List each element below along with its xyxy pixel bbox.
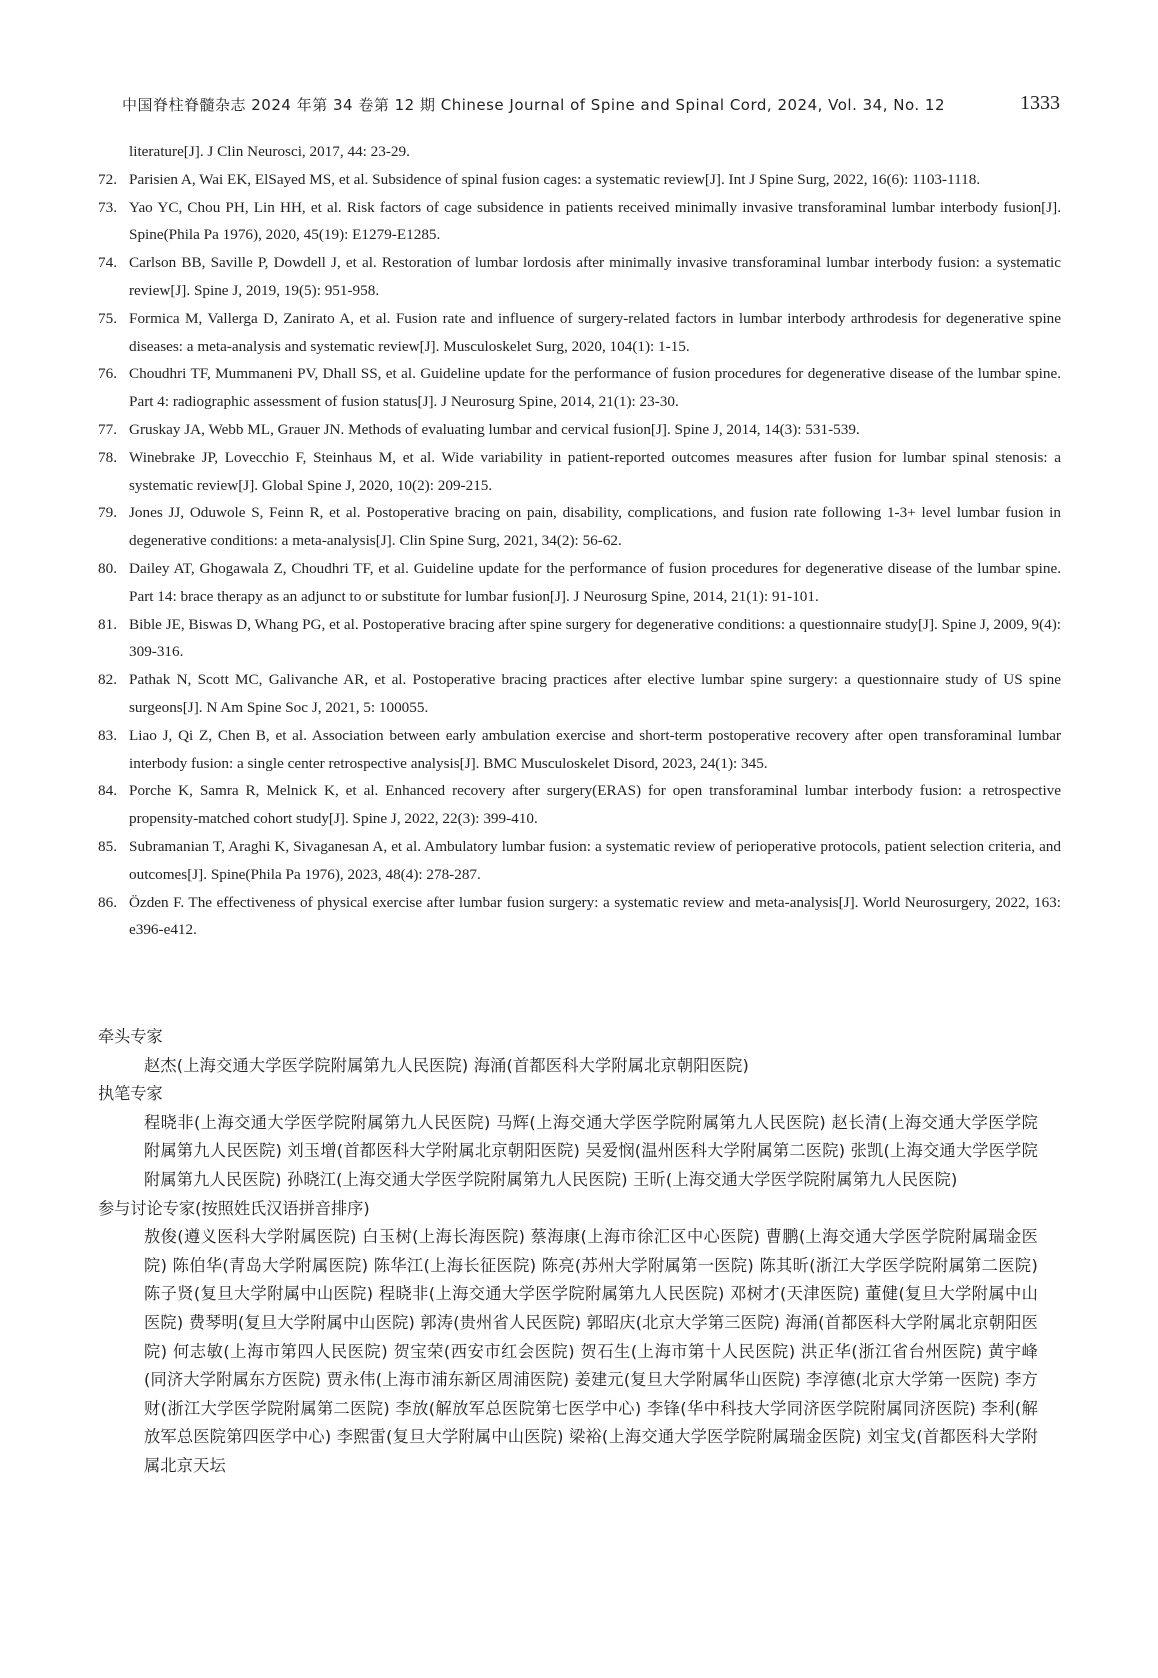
reference-item xyxy=(98,777,1061,833)
reference-item xyxy=(98,889,1061,945)
reference-text: Carlson BB, Saville P, Dowdell J, et al. Restoration of lumbar lordosis after minimally invasive transforaminal lumbar interbody fusion: a systematic review[J]. Spine J, 2019, 19(5): 951-958. xyxy=(129,254,1061,299)
reference-item xyxy=(98,499,1061,555)
reference-text: Pathak N, Scott MC, Galivanche AR, et al. Postoperative bracing practices after elective lumbar spine surgery: a questionnaire study of US spine surgeons[J]. N Am Spine Soc J, 2021, 5: 100055. xyxy=(129,671,1061,716)
reference-list xyxy=(98,138,1061,944)
reference-text: Jones JJ, Oduwole S, Feinn R, et al. Postoperative bracing on pain, disability, complications, and fusion rate following 1-3+ level lumbar fusion in degenerative conditions: a meta-analysis[J]. Clin Spine Surg, 2021, 34(2): 56-62. xyxy=(129,504,1061,550)
reference-number: 84. xyxy=(98,782,117,800)
reference-text: Subramanian T, Araghi K, Sivaganesan A, et al. Ambulatory lumbar fusion: a systematic review of perioperative protocols, patient selection criteria, and outcomes[J]. Spine(Phila Pa 1976), 2023, 48(4): 278-287. xyxy=(129,837,1061,883)
reference-number: 82. xyxy=(98,671,117,689)
reference-number: 75. xyxy=(98,309,117,327)
writing-experts-list: 程晓非(上海交通大学医学院附属第九人民医院) 马辉(上海交通大学医学院附属第九人民医院) 赵长清(上海交通大学医学院附属第九人民医院) 刘玉增(首都医科大学附属北京朝阳医院) 吴爱悯(温州医科大学附属第二医院) 张凯(上海交通大学医学院附属第九人民医院) 孙晓江(上海交通大学医学院附属第九人民医院) 王昕(上海交通大学医学院附属第九人民医院) xyxy=(144,1112,1038,1189)
reference-item xyxy=(98,611,1061,667)
reference-text: Gruskay JA, Webb ML, Grauer JN. Methods of evaluating lumbar and cervical fusion[J]. Spine J, 2014, 14(3): 531-539. xyxy=(129,420,860,438)
reference-text: Yao YC, Chou PH, Lin HH, et al. Risk factors of cage subsidence in patients received minimally invasive transforaminal lumbar interbody fusion[J]. Spine(Phila Pa 1976), 2020, 45(19): E1279-E1285. xyxy=(129,198,1061,244)
reference-text: Formica M, Vallerga D, Zanirato A, et al. Fusion rate and influence of surgery-related factors in lumbar interbody arthrodesis for degenerative spine diseases: a meta-analysis and systematic review[J]. Musculoskelet Surg, 2020, 104(1): 1-15. xyxy=(129,309,1061,355)
writing-experts-heading: 执笔专家 xyxy=(98,1084,163,1104)
reference-text: Choudhri TF, Mummaneni PV, Dhall SS, et al. Guideline update for the performance of fusion procedures for degenerative disease of the lumbar spine. Part 4: radiographic assessment of fusion status[J]. J Neurosurg Spine, 2014, 21(1): 23-30. xyxy=(129,365,1061,411)
reference-text: Liao J, Qi Z, Chen B, et al. Association between early ambulation exercise and short-term postoperative recovery after open transforaminal lumbar interbody fusion: a single center retrospective analysis[J]. BMC Musculoskelet Disord, 2023, 24(1): 345. xyxy=(129,726,1061,772)
reference-number: 77. xyxy=(98,420,117,438)
reference-item xyxy=(98,666,1061,722)
reference-item xyxy=(98,166,1061,194)
reference-text: Bible JE, Biswas D, Whang PG, et al. Postoperative bracing after spine surgery for degenerative conditions: a questionnaire study[J]. Spine J, 2009, 9(4): 309-316. xyxy=(129,615,1062,661)
reference-item xyxy=(98,722,1061,778)
lead-experts-heading: 牵头专家 xyxy=(98,1027,163,1046)
journal-title: 中国脊柱脊髓杂志 2024 年第 34 卷第 12 期 Chinese Journal of Spine and Spinal Cord, 2024, Vol. 34, No. 12 xyxy=(122,96,946,114)
reference-number: 76. xyxy=(98,365,117,383)
reference-text: Dailey AT, Ghogawala Z, Choudhri TF, et al. Guideline update for the performance of fusion procedures for degenerative disease of the lumbar spine. Part 14: brace therapy as an adjunct to or substitute for lumbar fusion[J]. J Neurosurg Spine, 2014, 21(1): 91-101. xyxy=(129,559,1061,605)
reference-text: Porche K, Samra R, Melnick K, et al. Enhanced recovery after surgery(ERAS) for open transforaminal lumbar interbody fusion: a retrospective propensity-matched cohort study[J]. Spine J, 2022, 22(3): 399-410. xyxy=(129,782,1061,828)
lead-experts-list: 赵杰(上海交通大学医学院附属第九人民医院) 海涌(首都医科大学附属北京朝阳医院) xyxy=(144,1055,749,1075)
reference-number: 79. xyxy=(98,504,117,522)
reference-number: 85. xyxy=(98,837,117,855)
reference-number: 83. xyxy=(98,726,117,744)
reference-item xyxy=(98,416,1061,444)
reference-number: 80. xyxy=(98,559,117,577)
reference-number: 86. xyxy=(98,893,117,911)
reference-item xyxy=(98,305,1061,361)
expert-list xyxy=(98,1023,1038,1481)
reference-item xyxy=(98,833,1061,889)
reference-item xyxy=(98,249,1061,305)
reference-text: Özden F. The effectiveness of physical exercise after lumbar fusion surgery: a systematic review and meta-analysis[J]. World Neurosurgery, 2022, 163: e396-e412. xyxy=(129,893,1061,939)
reference-number: 81. xyxy=(98,615,117,633)
reference-item xyxy=(98,138,1061,166)
reference-text: literature[J]. J Clin Neurosci, 2017, 44: 23-29. xyxy=(129,143,410,160)
reference-number: 78. xyxy=(98,448,117,466)
reference-text: Parisien A, Wai EK, ElSayed MS, et al. Subsidence of spinal fusion cages: a systematic review[J]. Int J Spine Surg, 2022, 16(6): 1103-1118. xyxy=(129,170,981,188)
running-header xyxy=(122,92,1060,120)
reference-item xyxy=(98,444,1061,500)
reference-number: 73. xyxy=(98,198,117,216)
reference-number: 72. xyxy=(98,170,117,188)
discussion-experts-heading: 参与讨论专家(按照姓氏汉语拼音排序) xyxy=(98,1198,370,1218)
reference-item xyxy=(98,194,1061,250)
reference-number: 74. xyxy=(98,254,117,272)
reference-item xyxy=(98,360,1061,416)
reference-item xyxy=(98,555,1061,611)
page-number: 1333 xyxy=(1020,92,1060,114)
reference-text: Winebrake JP, Lovecchio F, Steinhaus M, et al. Wide variability in patient-reported outcomes measures after fusion for lumbar spinal stenosis: a systematic review[J]. Global Spine J, 2020, 10(2): 209-215. xyxy=(129,448,1061,494)
discussion-experts-list: 敖俊(遵义医科大学附属医院) 白玉树(上海长海医院) 蔡海康(上海市徐汇区中心医院) 曹鹏(上海交通大学医学院附属瑞金医院) 陈伯华(青岛大学附属医院) 陈华江(上海长征医院) 陈亮(苏州大学附属第一医院) 陈其昕(浙江大学医学院附属第二医院) 陈子贤(复旦大学附属中山医院) 程晓非(上海交通大学医学院附属第九人民医院) 邓树才(天津医院) 董健(复旦大学附属中山医院) 费琴明(复旦大学附属中山医院) 郭涛(贵州省人民医院) 郭昭庆(北京大学第三医院) 海涌(首都医科大学附属北京朝阳医院) 何志敏(上海市第四人民医院) 贺宝荣(西安市红会医院) 贺石生(上海市第十人民医院) 洪正华(浙江省台州医院) 黄宇峰(同济大学附属东方医院) 贾永伟(上海市浦东新区周浦医院) 姜建元(复旦大学附属华山医院) 李淳德(北京大学第一医院) 李方财(浙江大学医学院附属第二医院) 李放(解放军总医院第七医学中心) 李锋(华中科技大学同济医学院附属同济医院) 李利(解放军总医院第四医学中心) 李熙雷(复旦大学附属中山医院) 梁裕(上海交通大学医学院附属瑞金医院) 刘宝戈(首都医科大学附属北京天坛 xyxy=(144,1227,1038,1475)
